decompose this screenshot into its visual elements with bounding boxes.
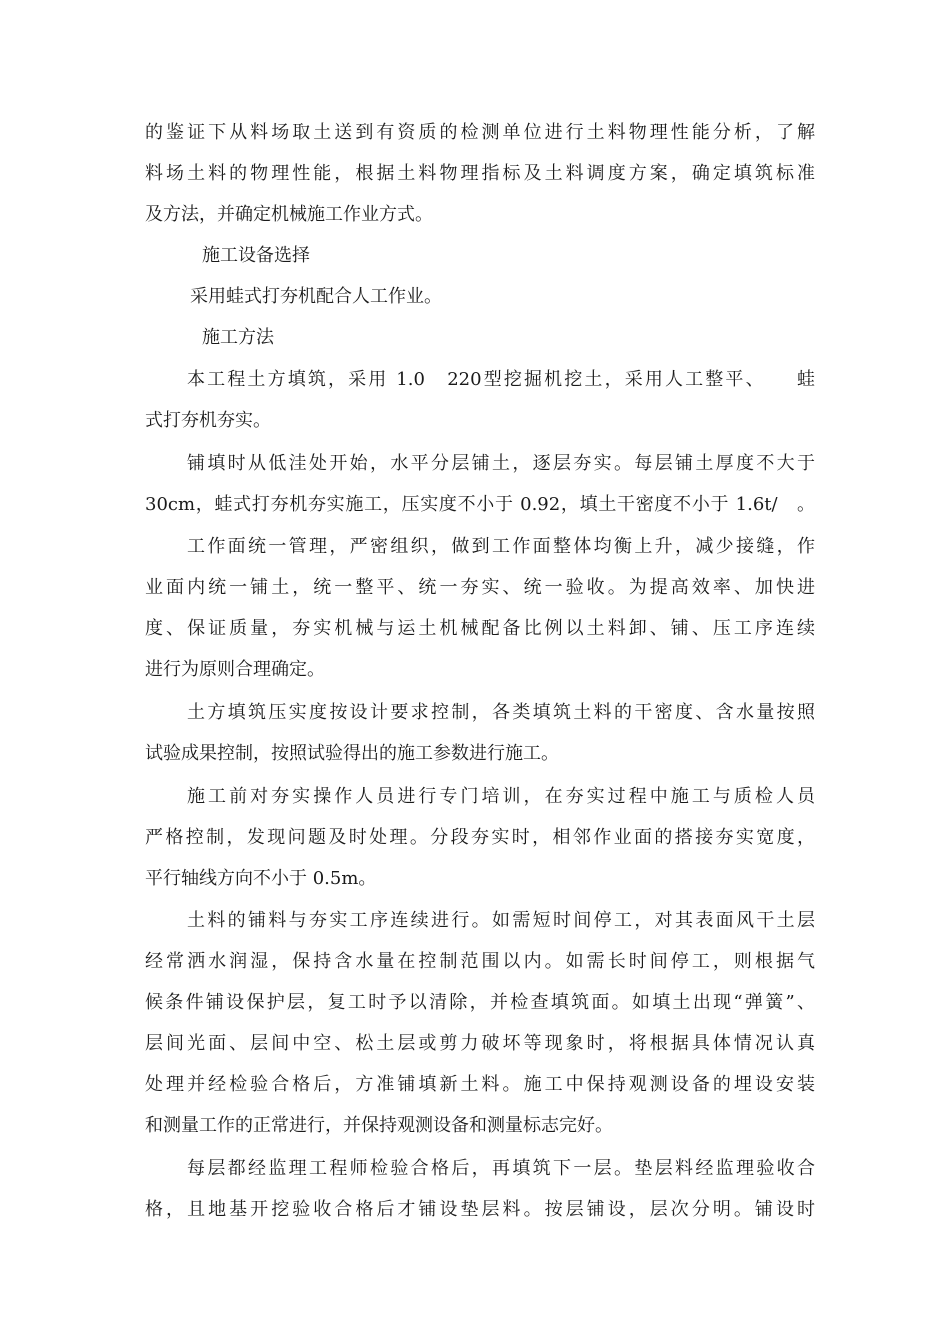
text-line: 业面内统一铺土，统一整平、统一夯实、统一验收。为提高效率、加快进 xyxy=(145,577,815,598)
text-line: 经常洒水润湿，保持含水量在控制范围以内。如需长时间停工，则根据气 xyxy=(145,951,815,972)
text-line: 候条件铺设保护层，复工时予以清除，并检查填筑面。如填土出现“弹簧”、 xyxy=(145,992,815,1013)
text-line: 采用蛙式打夯机配合人工作业。 xyxy=(190,286,442,307)
text-line: 及方法，并确定机械施工作业方式。 xyxy=(145,204,433,225)
text-line: 的鉴证下从料场取土送到有资质的检测单位进行土料物理性能分析，了解 xyxy=(145,122,815,143)
text-line: 本工程土方填筑，采用 1.0 220型挖掘机挖土，采用人工整平、 蛙 xyxy=(187,369,815,390)
text-line: 进行为原则合理确定。 xyxy=(145,659,325,680)
text-line: 度、保证质量，夯实机械与运土机械配备比例以土料卸、铺、压工序连续 xyxy=(145,618,815,639)
text-line: 工作面统一管理，严密组织，做到工作面整体均衡上升，减少接缝，作 xyxy=(187,536,815,557)
text-line: 式打夯机夯实。 xyxy=(145,410,271,431)
text-line: 土料的铺料与夯实工序连续进行。如需短时间停工，对其表面风干土层 xyxy=(187,910,815,931)
text-line: 铺填时从低洼处开始，水平分层铺土，逐层夯实。每层铺土厚度不大于 xyxy=(187,453,815,474)
text-line: 土方填筑压实度按设计要求控制，各类填筑土料的干密度、含水量按照 xyxy=(187,702,815,723)
text-line: 每层都经监理工程师检验合格后，再填筑下一层。垫层料经监理验收合 xyxy=(187,1158,815,1179)
section-heading: 施工设备选择 xyxy=(202,245,310,266)
text-line: 和测量工作的正常进行，并保持观测设备和测量标志完好。 xyxy=(145,1115,613,1136)
text-line: 处理并经检验合格后，方准铺填新土料。施工中保持观测设备的埋设安装 xyxy=(145,1074,815,1095)
text-line: 施工前对夯实操作人员进行专门培训，在夯实过程中施工与质检人员 xyxy=(187,786,815,807)
text-line: 层间光面、层间中空、松土层或剪力破坏等现象时，将根据具体情况认真 xyxy=(145,1033,815,1054)
text-line: 严格控制，发现问题及时处理。分段夯实时，相邻作业面的搭接夯实宽度， xyxy=(145,827,815,848)
text-line: 30cm，蛙式打夯机夯实施工，压实度不小于 0.92，填土干密度不小于 1.6t/ 。 xyxy=(145,494,815,515)
text-line: 料场土料的物理性能，根据土料物理指标及土料调度方案，确定填筑标准 xyxy=(145,163,815,184)
text-line: 平行轴线方向不小于 0.5m。 xyxy=(145,868,377,889)
text-line: 试验成果控制，按照试验得出的施工参数进行施工。 xyxy=(145,743,559,764)
section-heading: 施工方法 xyxy=(202,327,274,348)
text-line: 格，且地基开挖验收合格后才铺设垫层料。按层铺设，层次分明。铺设时 xyxy=(145,1199,815,1220)
